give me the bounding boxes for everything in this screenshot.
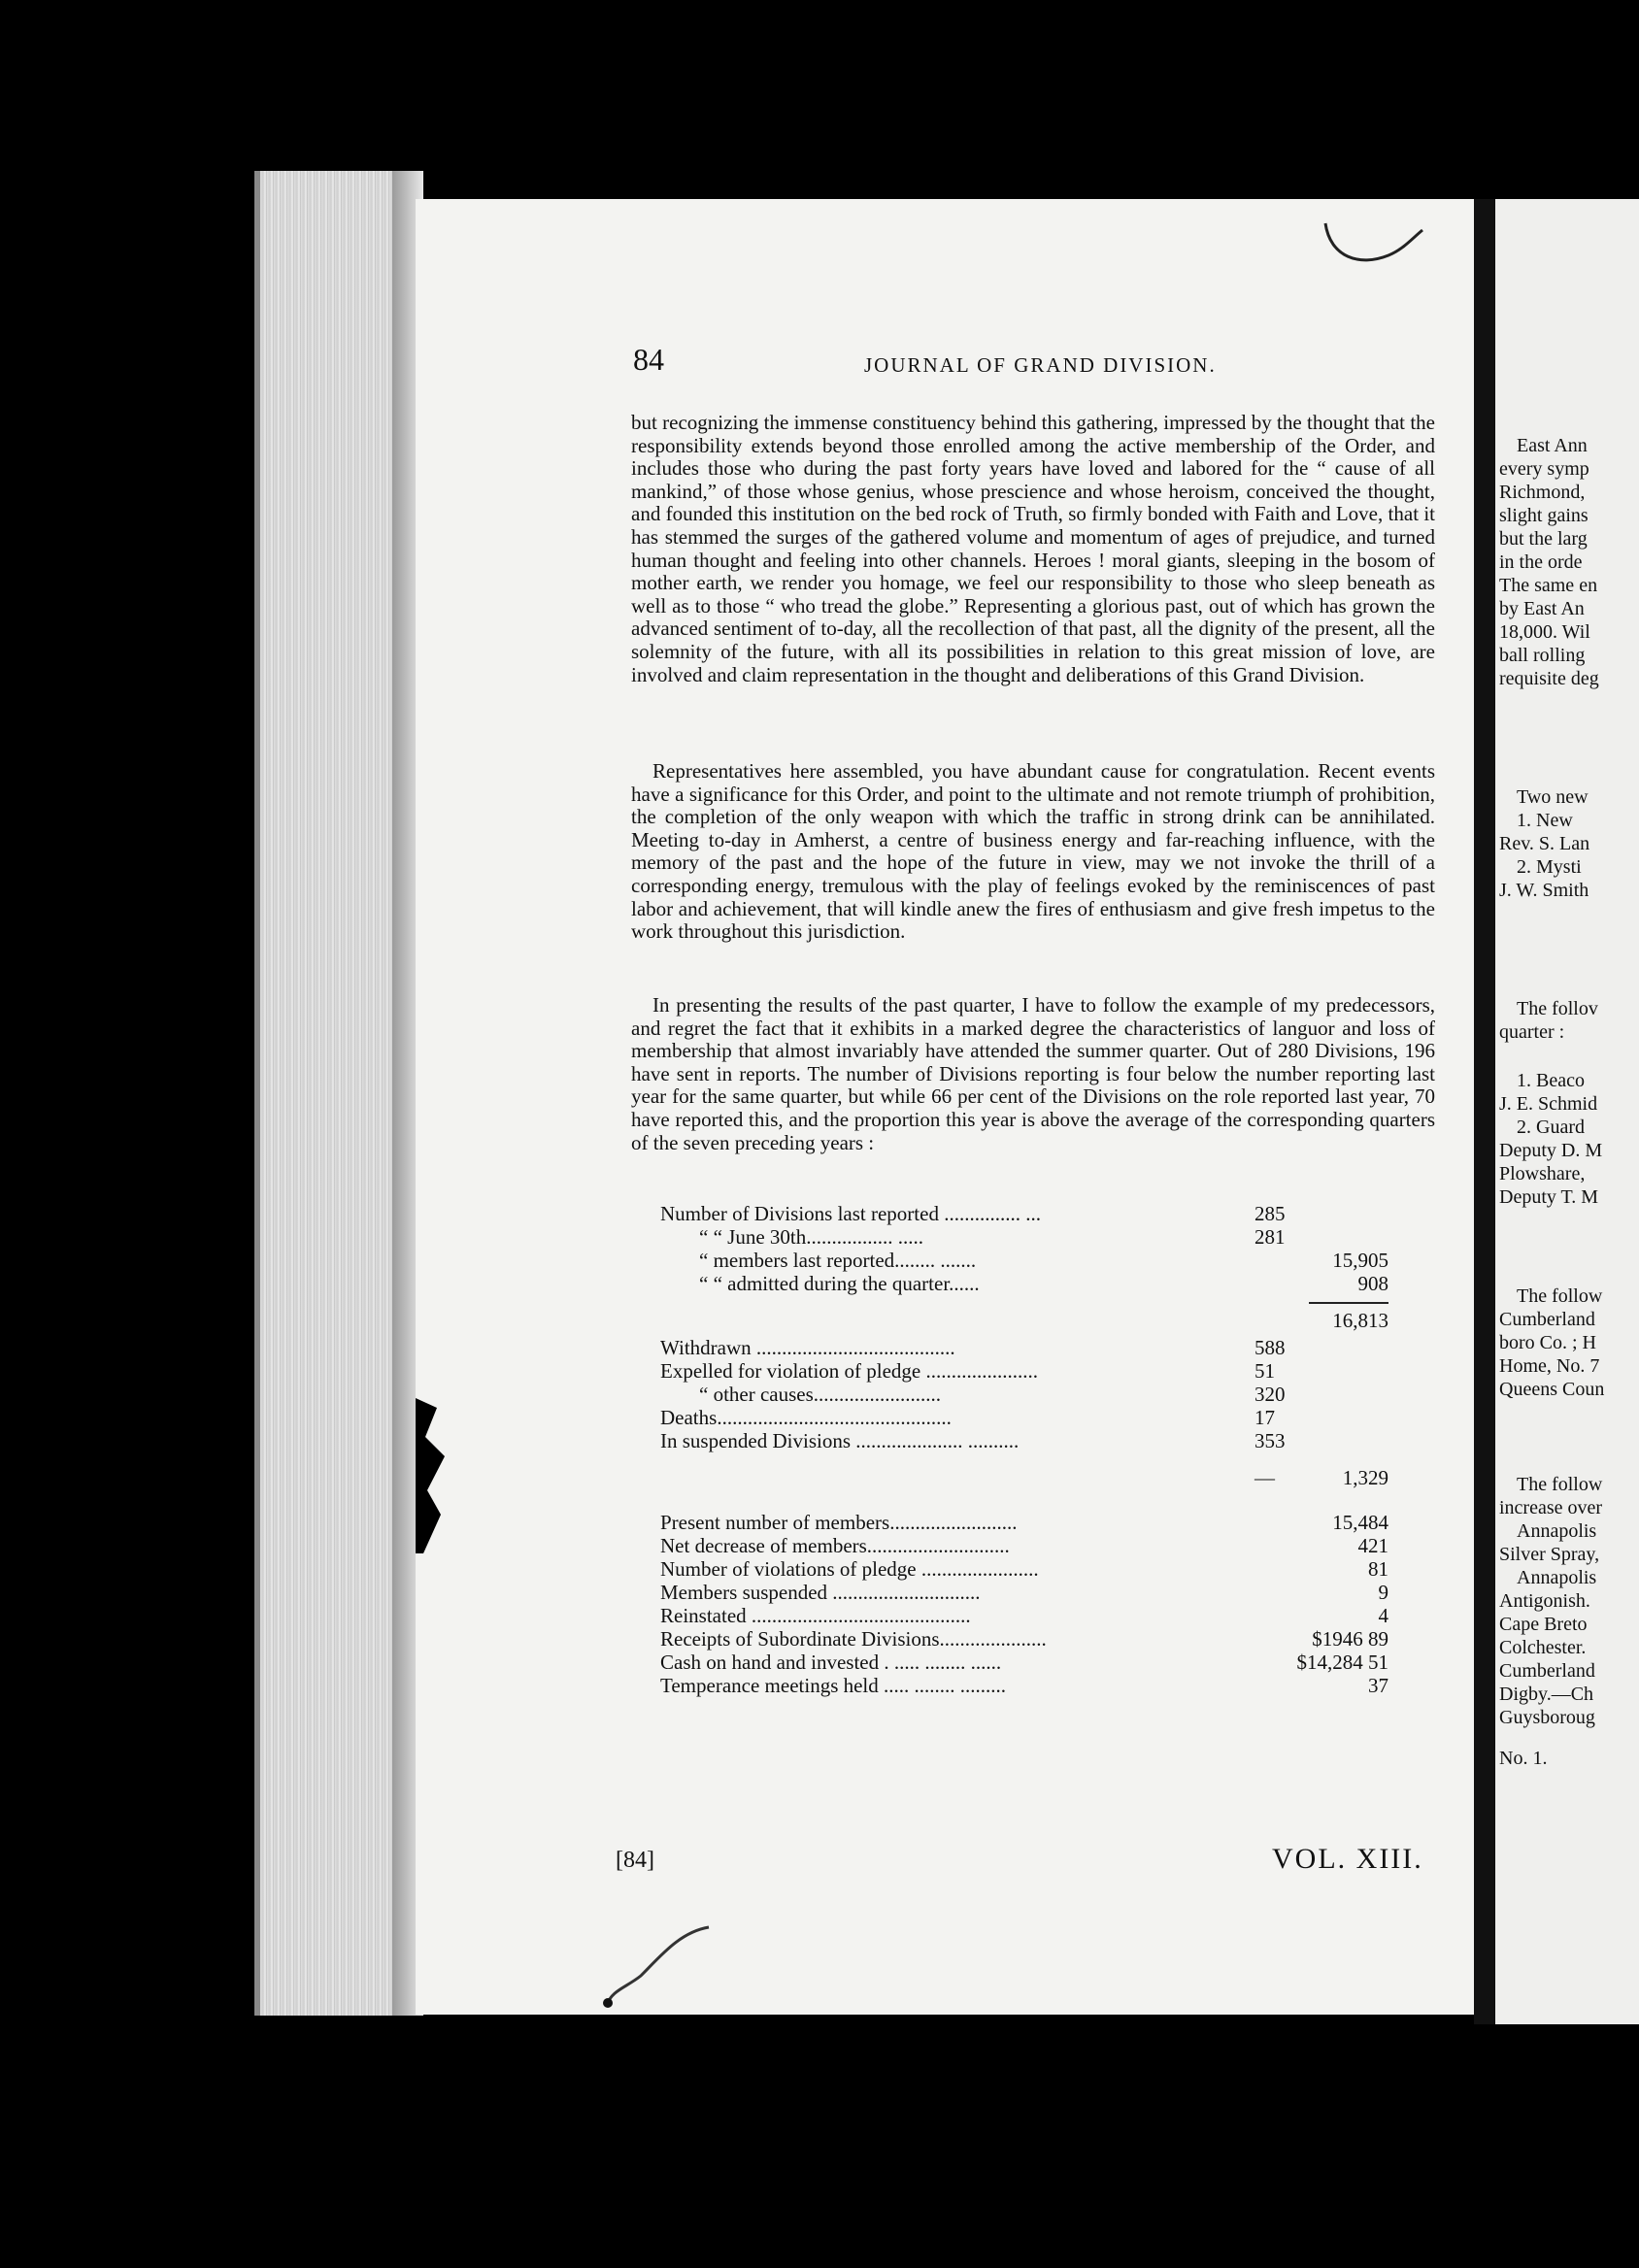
stat-label: Deaths.............................................. <box>660 1406 952 1429</box>
stat-row <box>660 1511 1437 1534</box>
right-page-text-fragment: Cumberland <box>1499 1660 1595 1682</box>
stat-row <box>660 1604 1437 1627</box>
stat-label: In suspended Divisions ..................... .......... <box>660 1429 1020 1452</box>
page-edges <box>254 171 423 2016</box>
stat-total-value: 81 <box>1368 1557 1388 1581</box>
sum-rule <box>1309 1302 1388 1304</box>
stat-label: Number of violations of pledge ....................... <box>660 1557 1039 1581</box>
stat-row <box>660 1359 1437 1383</box>
stat-row <box>660 1581 1437 1604</box>
right-page-text-fragment: Antigonish. <box>1499 1590 1590 1612</box>
body-paragraph: In presenting the results of the past quarter, I have to follow the example of my predecessors, and regret the fact that it exhibits in a marked degree the characteristics of languor and loss of membership that almost invariably have attended the summer quarter. Out of 280 Divisions, 196 have sent in reports. The number of Divisions reporting is four below the number reporting last year for the same quarter, but while 66 per cent of the Divisions on the role reported last year, 70 have reported this, and the proportion this year is above the average of the corresponding quarters of the seven preceding years : <box>631 993 1435 1154</box>
right-page-text-fragment: slight gains <box>1499 505 1589 526</box>
stat-label: “ members last reported........ ....... <box>699 1249 977 1272</box>
right-page-text-fragment: 1. New <box>1517 810 1573 831</box>
stat-total-value: 16,813 <box>1332 1309 1388 1332</box>
stat-label: Temperance meetings held ..... ........ ......... <box>660 1674 1007 1697</box>
footer-volume: VOL. XIII. <box>1272 1843 1423 1875</box>
body-paragraph: but recognizing the immense constituency behind this gathering, impressed by the thought that the responsibility extends beyond those enrolled among the active membership of the Order, and includes those who during the past forty years have loved and labored for the “ cause of all mankind,” of those whose genius, whose prescience and whose heroism, conceived the thought, and founded this institution on the bed rock of Truth, so firmly bonded with Faith and Love, that it has stemmed the surges of the gathered volume and momentum of ages of prejudice, and turned human thought and feeling into other channels. Heroes ! moral giants, sleeping in the bosom of mother earth, we render you homage, we feel our responsibility to those who sleep beneath as well as to those “ who tread the globe.” Representing a glorious past, out of which has grown the advanced sentiment of to-day, all the recollection of that past, all the dignity of the present, all the solemnity of the future, with all its possibilities in relation to this great mission of love, are involved and claim representation in the thought and deliberations of this Grand Division. <box>631 411 1435 686</box>
stat-inner-value: 320 <box>1254 1383 1286 1406</box>
stat-total-value: 37 <box>1368 1674 1388 1697</box>
stat-row <box>660 1272 1437 1295</box>
stat-row <box>660 1674 1437 1697</box>
stat-label: Number of Divisions last reported ............... ... <box>660 1202 1041 1225</box>
stat-row <box>660 1651 1437 1674</box>
right-page-text-fragment: Deputy T. M <box>1499 1186 1599 1208</box>
stat-inner-value: — <box>1254 1466 1275 1489</box>
stat-total-value: 421 <box>1357 1534 1388 1557</box>
body-paragraph: Representatives here assembled, you have abundant cause for congratulation. Recent events have a significance for this Order, and point to the ultimate and not remote triumph of prohibition, the completion of the only weapon with which the traffic in strong drink can be annihilated. Meeting to-day in Amherst, a centre of business energy and far-reaching influence, with the memory of the past and the hope of the future in view, may we not invoke the thrill of a corresponding energy, tremulous with the play of feelings evoked by the reminiscences of past labor and achievement, that will kindle anew the fires of enthusiasm and give fresh impetus to the work throughout this jurisdiction. <box>631 759 1435 944</box>
stat-label: Members suspended ............................. <box>660 1581 981 1604</box>
right-page-text-fragment: boro Co. ; H <box>1499 1332 1596 1353</box>
footer-page-ref: [84] <box>616 1848 654 1873</box>
stat-row <box>660 1249 1437 1272</box>
right-page-text-fragment: Queens Coun <box>1499 1379 1605 1400</box>
right-page-text-fragment: every symp <box>1499 458 1589 480</box>
stat-row <box>660 1309 1437 1332</box>
right-page-text-fragment: Colchester. <box>1499 1637 1587 1658</box>
stat-label: Cash on hand and invested . ..... ........ ...... <box>660 1651 1002 1674</box>
right-page-text-fragment: Annapolis <box>1517 1520 1597 1542</box>
right-page-text-fragment: East Ann <box>1517 435 1588 456</box>
stat-row <box>660 1627 1437 1651</box>
right-page-text-fragment: 2. Guard <box>1517 1117 1585 1138</box>
stat-inner-value: 281 <box>1254 1225 1286 1249</box>
right-page-text-fragment: J. W. Smith <box>1499 880 1589 901</box>
stat-row <box>660 1466 1437 1489</box>
stat-label: “ other causes......................... <box>699 1383 942 1406</box>
stat-inner-value: 353 <box>1254 1429 1286 1452</box>
right-page-text-fragment: 1. Beaco <box>1517 1070 1585 1091</box>
right-page-text-fragment: Cumberland <box>1499 1309 1595 1330</box>
right-page-text-fragment: Cape Breto <box>1499 1614 1588 1635</box>
stat-total-value: 1,329 <box>1342 1466 1388 1489</box>
running-head: JOURNAL OF GRAND DIVISION. <box>864 353 1217 377</box>
stat-label: Reinstated ........................................... <box>660 1604 971 1627</box>
stat-inner-value: 51 <box>1254 1359 1275 1383</box>
stat-label: “ “ admitted during the quarter...... <box>699 1272 980 1295</box>
stat-label: “ “ June 30th................. ..... <box>699 1225 923 1249</box>
stat-total-value: 4 <box>1378 1604 1388 1627</box>
scan-blemish <box>602 1918 719 2010</box>
stat-total-value: $14,284 51 <box>1296 1651 1388 1674</box>
right-page-text-fragment: increase over <box>1499 1497 1603 1518</box>
book-gutter <box>1474 199 1495 2024</box>
scan-blemish <box>1321 218 1427 277</box>
right-page-text-fragment: J. E. Schmid <box>1499 1093 1598 1115</box>
right-page-text-fragment: quarter : <box>1499 1021 1565 1043</box>
right-page-text-fragment: requisite deg <box>1499 668 1599 689</box>
stat-inner-value: 285 <box>1254 1202 1286 1225</box>
stat-row <box>660 1406 1437 1429</box>
right-page-text-fragment: The follov <box>1517 998 1598 1019</box>
right-page-text-fragment: The follow <box>1517 1474 1603 1495</box>
stat-row <box>660 1336 1437 1359</box>
stat-row <box>660 1202 1437 1225</box>
right-page-text-fragment: in the orde <box>1499 551 1583 573</box>
right-page-text-fragment: Rev. S. Lan <box>1499 833 1590 854</box>
right-page-text-fragment: Two new <box>1517 786 1589 808</box>
right-page-text-fragment: The same en <box>1499 575 1598 596</box>
right-page-text-fragment: 18,000. Wil <box>1499 621 1590 643</box>
stat-total-value: 9 <box>1378 1581 1388 1604</box>
right-page-text-fragment: The follow <box>1517 1285 1603 1307</box>
stat-inner-value: 17 <box>1254 1406 1275 1429</box>
right-page-text-fragment: Guysboroug <box>1499 1707 1595 1728</box>
stat-row <box>660 1383 1437 1406</box>
stat-total-value: 15,484 <box>1332 1511 1388 1534</box>
torn-edge <box>416 1398 454 1553</box>
right-page-text-fragment: Digby.—Ch <box>1499 1684 1594 1705</box>
stat-label: Expelled for violation of pledge ...................... <box>660 1359 1039 1383</box>
right-page <box>1495 199 1639 2024</box>
right-page-text-fragment: Annapolis <box>1517 1567 1597 1588</box>
page-number: 84 <box>633 342 664 377</box>
stat-label: Present number of members......................... <box>660 1511 1018 1534</box>
right-page-text-fragment: No. 1. <box>1499 1748 1548 1769</box>
right-page-text-fragment: Home, No. 7 <box>1499 1355 1600 1377</box>
right-page-text-fragment: but the larg <box>1499 528 1588 550</box>
stat-label: Withdrawn ....................................... <box>660 1336 955 1359</box>
right-page-text-fragment: ball rolling <box>1499 645 1586 666</box>
stat-row <box>660 1534 1437 1557</box>
stat-total-value: 908 <box>1357 1272 1388 1295</box>
right-page-text-fragment: 2. Mysti <box>1517 856 1582 878</box>
stat-inner-value: 588 <box>1254 1336 1286 1359</box>
stat-row <box>660 1429 1437 1452</box>
right-page-text-fragment: Silver Spray, <box>1499 1544 1600 1565</box>
right-page-text-fragment: by East An <box>1499 598 1585 619</box>
stat-total-value: 15,905 <box>1332 1249 1388 1272</box>
stat-row <box>660 1225 1437 1249</box>
right-page-text-fragment: Plowshare, <box>1499 1163 1586 1184</box>
stat-total-value: $1946 89 <box>1312 1627 1388 1651</box>
stat-label: Net decrease of members............................ <box>660 1534 1010 1557</box>
right-page-text-fragment: Deputy D. M <box>1499 1140 1603 1161</box>
right-page-text-fragment: Richmond, <box>1499 482 1586 503</box>
stat-row <box>660 1557 1437 1581</box>
stat-label: Receipts of Subordinate Divisions..................... <box>660 1627 1047 1651</box>
